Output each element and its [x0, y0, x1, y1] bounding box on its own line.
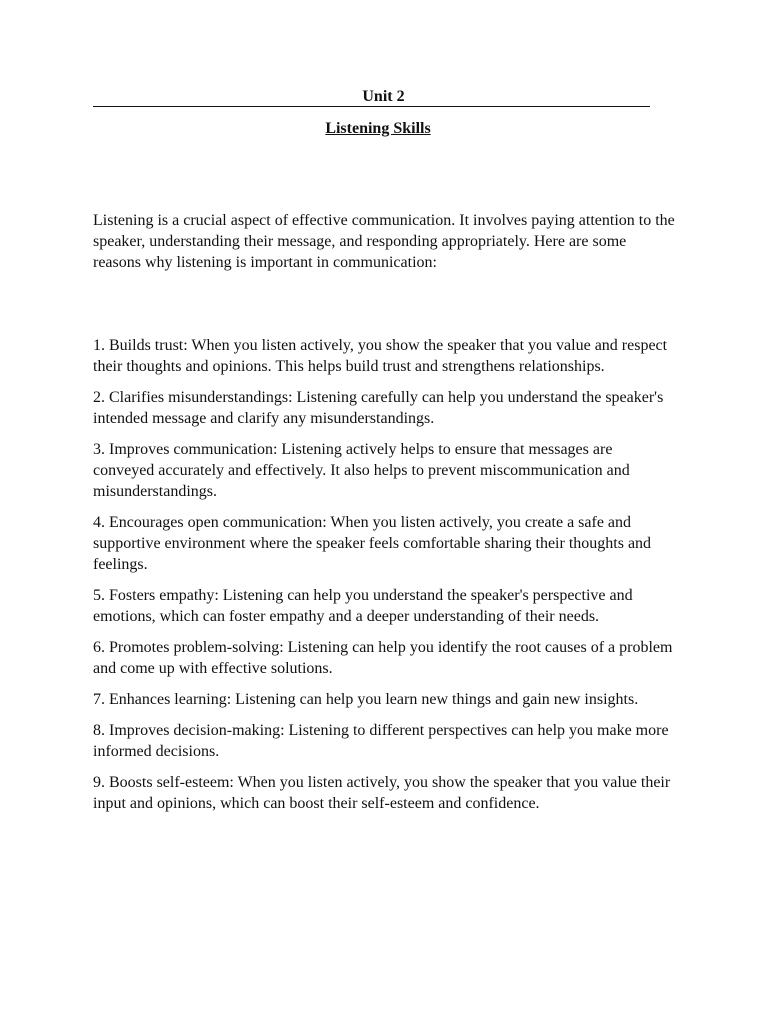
list-item: 1. Builds trust: When you listen actively, you show the speaker that you value and respect their thoughts and opinions. This helps build trust and strengthens relationships. [93, 337, 668, 375]
section-title: Listening Skills [325, 120, 431, 137]
list-item: 2. Clarifies misunderstandings: Listening carefully can help you understand the speaker's intended message and clarify any misunderstandings. [93, 389, 664, 427]
list-item: 6. Promotes problem-solving: Listening can help you identify the root causes of a problem and come up with effective solutions. [93, 639, 673, 677]
unit-title: Unit 2 [362, 88, 405, 105]
list-item: 8. Improves decision-making: Listening to different perspectives can help you make more informed decisions. [93, 722, 669, 760]
intro-paragraph: Listening is a crucial aspect of effective communication. It involves paying attention to the speaker, understanding their message, and responding appropriately. Here are some reasons why listening is important in communication: [93, 212, 675, 271]
list-item: 9. Boosts self-esteem: When you listen actively, you show the speaker that you value their input and opinions, which can boost their self-esteem and confidence. [93, 774, 671, 812]
reasons-list [93, 335, 675, 824]
list-item: 7. Enhances learning: Listening can help you learn new things and gain new insights. [93, 691, 639, 708]
list-item: 4. Encourages open communication: When you listen actively, you create a safe and supportive environment where the speaker feels comfortable sharing their thoughts and feelings. [93, 514, 652, 573]
list-item: 5. Fosters empathy: Listening can help you understand the speaker's perspective and emotions, which can foster empathy and a deeper understanding of their needs. [93, 587, 633, 625]
unit-heading-row [93, 88, 650, 107]
list-item: 3. Improves communication: Listening actively helps to ensure that messages are conveyed accurately and effectively. It also helps to prevent miscommunication and misunderstandings. [93, 441, 630, 500]
section-title-row [93, 119, 675, 139]
